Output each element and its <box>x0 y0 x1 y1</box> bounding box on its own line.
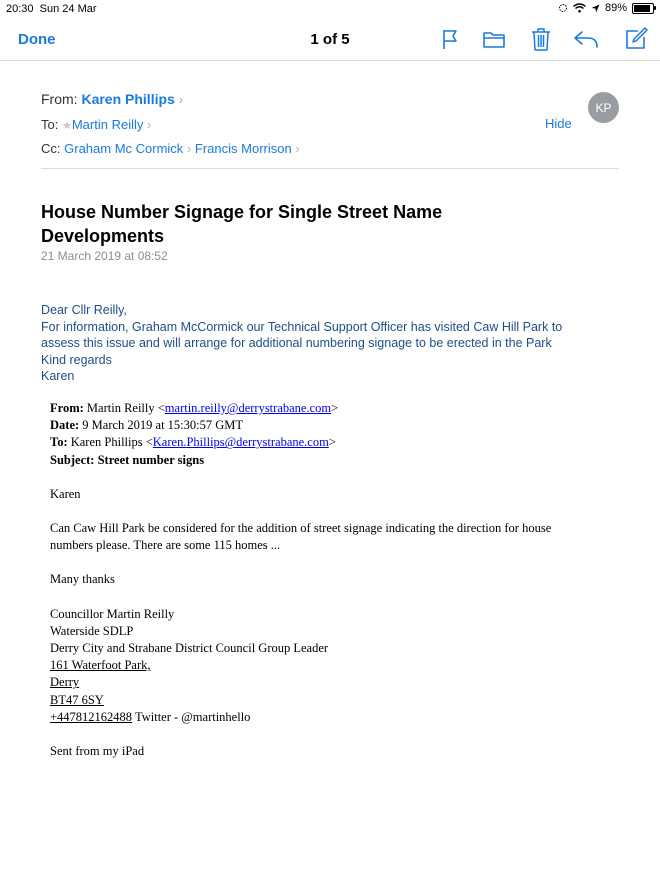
quoted-subject-row <box>50 452 625 469</box>
location-icon <box>591 4 600 13</box>
quoted-body-line: numbers please. There are some 115 homes ... <box>50 538 281 553</box>
chevron-right-icon: › <box>146 117 152 132</box>
quoted-body-line: Can Caw Hill Park be considered for the addition of street signage indicating the direction for house <box>50 521 552 536</box>
from-label: From: <box>41 91 78 107</box>
wifi-icon <box>573 3 586 13</box>
to-recipient[interactable]: Martin Reilly <box>71 117 144 132</box>
quoted-message <box>50 400 625 760</box>
cc-recipient[interactable]: Francis Morrison <box>194 141 292 156</box>
quoted-to-label: To: <box>50 435 68 450</box>
chevron-right-icon: › <box>178 92 184 107</box>
quoted-to-email[interactable]: Karen.Phillips@derrystrabane.com <box>152 435 329 450</box>
status-left <box>6 3 97 15</box>
reply-line: assess this issue and will arrange for additional numbering signage to be erected in the Park <box>41 336 552 351</box>
reply-icon[interactable] <box>572 26 600 52</box>
trash-icon[interactable] <box>528 26 554 52</box>
cc-label: Cc: <box>41 141 61 156</box>
hide-details-button[interactable]: Hide <box>545 116 572 131</box>
quoted-from-name: Martin Reilly < <box>86 401 165 415</box>
message-pager: 1 of 5 <box>310 31 350 48</box>
quoted-subject-value: Street number signs <box>97 452 205 467</box>
reply-line: For information, Graham McCormick our Technical Support Officer has visited Caw Hill Park to <box>41 319 563 334</box>
quoted-thanks: Many thanks <box>50 572 115 587</box>
cc-row <box>41 141 300 156</box>
quoted-date-value: 9 March 2019 at 15:30:57 GMT <box>82 418 244 433</box>
quoted-to-close: > <box>328 435 336 450</box>
quoted-greeting: Karen <box>50 486 81 501</box>
avatar: KP <box>588 92 619 123</box>
from-row <box>41 91 183 107</box>
quoted-from-row <box>50 400 625 417</box>
signature-contact-row <box>50 709 625 726</box>
reply-line: Dear Cllr Reilly, <box>41 303 127 317</box>
compose-icon[interactable] <box>623 26 649 52</box>
signature-postcode[interactable]: BT47 6SY <box>50 692 104 707</box>
do-not-disturb-icon <box>558 3 568 13</box>
folder-icon[interactable] <box>481 26 507 52</box>
signature-phone[interactable]: +447812162488 <box>50 709 133 724</box>
signature-twitter: Twitter - @martinhello <box>132 709 251 724</box>
signature-address[interactable]: 161 Waterfoot Park, <box>50 658 151 673</box>
reply-body <box>41 302 621 385</box>
flag-icon[interactable] <box>437 26 463 52</box>
message-subject: House Number Signage for Single Street Name Developments <box>41 202 443 246</box>
to-row <box>41 117 151 132</box>
signature-party: Waterside SDLP <box>50 623 134 638</box>
quoted-to-row <box>50 434 625 451</box>
battery-icon <box>632 3 654 14</box>
quoted-to-name: Karen Phillips < <box>70 435 153 450</box>
star-icon: ★ <box>61 120 72 132</box>
quoted-from-email[interactable]: martin.reilly@derrystrabane.com <box>164 401 332 415</box>
message-date: 21 March 2019 at 08:52 <box>41 249 168 263</box>
signature-role: Derry City and Strabane District Council Group Leader <box>50 641 329 656</box>
quoted-from-close: > <box>331 401 339 415</box>
mail-toolbar <box>0 20 660 61</box>
to-label: To: <box>41 117 59 132</box>
status-time: 20:30 <box>6 3 34 15</box>
quoted-date-label: Date: <box>50 418 80 433</box>
quoted-from-label: From: <box>50 401 84 415</box>
sent-from-line: Sent from my iPad <box>50 744 145 759</box>
quoted-date-row <box>50 417 625 434</box>
signature-name: Councillor Martin Reilly <box>50 606 175 621</box>
header-divider <box>41 168 619 169</box>
status-bar <box>0 0 660 18</box>
battery-percent: 89% <box>604 2 627 14</box>
done-button[interactable]: Done <box>18 31 56 48</box>
quoted-subject-label: Subject: <box>50 452 95 467</box>
reply-line: Karen <box>41 369 75 384</box>
from-sender[interactable]: Karen Phillips <box>81 91 175 107</box>
cc-recipient[interactable]: Graham Mc Cormick <box>64 141 184 156</box>
status-right <box>558 2 654 14</box>
chevron-right-icon: › <box>295 141 300 156</box>
reply-line: Kind regards <box>41 352 112 367</box>
status-date: Sun 24 Mar <box>39 3 97 15</box>
chevron-right-icon: › <box>186 141 192 156</box>
signature-city[interactable]: Derry <box>50 675 80 690</box>
